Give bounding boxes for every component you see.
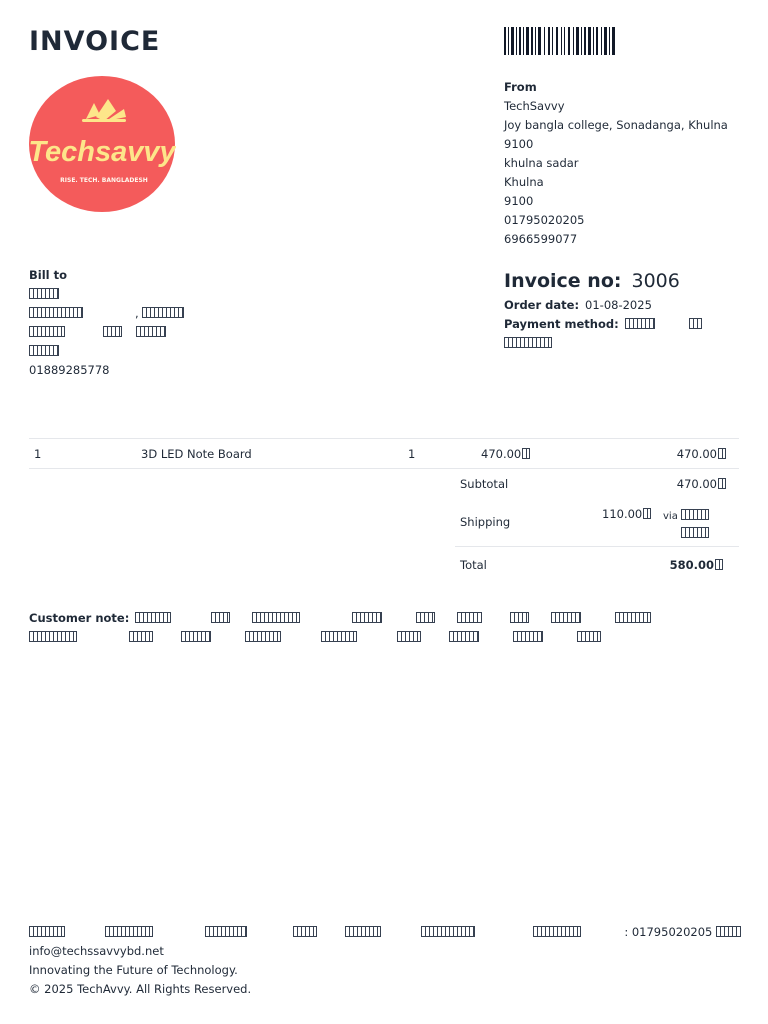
- company-logo: [28, 75, 176, 213]
- bill-to-address-2: [29, 323, 184, 342]
- bill-to-name: [29, 285, 184, 304]
- bill-to-address-1: ,: [29, 304, 184, 323]
- footer-email: info@techssavvybd.net: [29, 944, 164, 958]
- invoice-number: [504, 270, 702, 292]
- totals-rule: [455, 546, 739, 547]
- shipping-via: via: [663, 509, 709, 522]
- order-date-label: Order date:: [504, 298, 580, 312]
- from-line: 9100: [504, 194, 534, 208]
- subtotal-value: 470.00: [600, 477, 726, 491]
- footer-contact-line: [29, 923, 741, 942]
- bill-to-heading: Bill to: [29, 268, 67, 282]
- from-line: TechSavvy: [504, 99, 565, 113]
- payment-method: [504, 315, 702, 353]
- shipping-value: 110.00: [602, 507, 651, 521]
- item-index: 1: [34, 447, 42, 461]
- from-line: 9100: [504, 137, 534, 151]
- footer-phone: : 01795020205: [624, 923, 741, 942]
- barcode: [504, 27, 616, 55]
- invoice-no-value: 3006: [631, 270, 680, 292]
- from-line: 01795020205: [504, 213, 585, 227]
- logo-tagline: RISE. TECH. BANGLADESH: [60, 177, 148, 184]
- invoice-no-label: Invoice no:: [504, 270, 622, 292]
- logo-wordmark: Techsavvy: [28, 136, 176, 168]
- item-total: 470.00: [600, 447, 726, 461]
- bill-to-city: [29, 342, 184, 361]
- from-line: Joy bangla college, Sonadanga, Khulna: [504, 118, 728, 132]
- invoice-meta: [504, 270, 702, 353]
- from-line: 6966599077: [504, 232, 578, 246]
- footer-slogan: Innovating the Future of Technology.: [29, 963, 238, 977]
- customer-note: [29, 609, 741, 647]
- bill-to: [29, 266, 184, 380]
- item-price: 470.00: [481, 447, 530, 461]
- order-date-value: 01-08-2025: [585, 298, 652, 312]
- order-date: [504, 296, 702, 315]
- from-address: [504, 78, 728, 249]
- from-line: Khulna: [504, 175, 544, 189]
- invoice-title: INVOICE: [29, 26, 161, 57]
- total-label: Total: [460, 558, 487, 572]
- shipping-method: [681, 527, 709, 540]
- from-line: khulna sadar: [504, 156, 579, 170]
- shipping-label: Shipping: [460, 515, 511, 529]
- customer-note-label: Customer note:: [29, 611, 130, 625]
- total-value: 580.00: [600, 558, 723, 572]
- table-row-rule: [29, 468, 739, 469]
- subtotal-label: Subtotal: [460, 477, 509, 491]
- from-heading: From: [504, 80, 537, 94]
- item-qty: 1: [408, 447, 416, 461]
- payment-method-label: Payment method:: [504, 317, 619, 331]
- table-top-rule: [29, 438, 739, 439]
- footer: [29, 923, 741, 999]
- bill-to-phone: 01889285778: [29, 363, 110, 377]
- item-name: 3D LED Note Board: [141, 447, 252, 461]
- footer-copyright: © 2025 TechAvvy. All Rights Reserved.: [29, 982, 252, 996]
